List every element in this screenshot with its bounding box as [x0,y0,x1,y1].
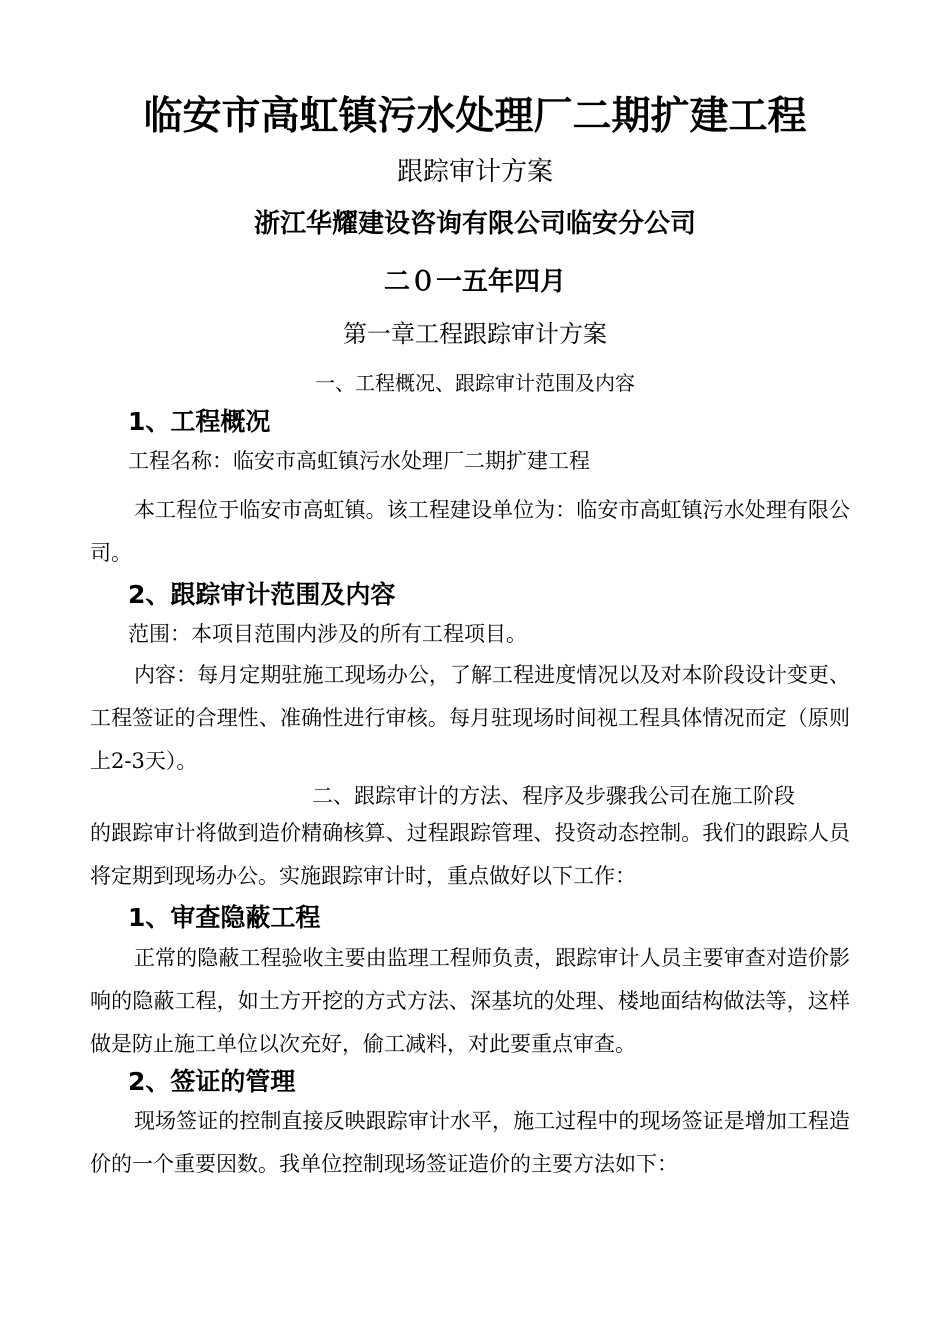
heading-project-overview: 1、工程概况 [128,407,271,436]
heading-hidden-works: 1、审查隐蔽工程 [128,903,321,932]
scope-line: 范围：本项目范围内涉及的所有工程项目。 [128,622,527,646]
section-2-paragraph: 的跟踪审计将做到造价精确核算、过程跟踪管理、投资动态控制。我们的跟踪人员将定期到现场办公。实施跟踪审计时，重点做好以下工作： [90,821,850,888]
section-2-first-line: 二、跟踪审计的方法、程序及步骤我公司在施工阶段 [312,784,795,808]
document-subtitle: 跟踪审计方案 [396,157,553,187]
content-paragraph: 内容：每月定期驻施工现场办公，了解工程进度情况以及对本阶段设计变更、工程签证的合理性、准确性进行审核。每月驻现场时间视工程具体情况而定（原则上2-3天）。 [90,663,850,773]
company-name: 浙江华耀建设咨询有限公司临安分公司 [253,209,696,239]
document-date: 二０一五年四月 [383,267,566,297]
document-title: 临安市高虹镇污水处理厂二期扩建工程 [143,93,807,139]
chapter-title: 第一章工程跟踪审计方案 [343,320,607,348]
hidden-works-paragraph: 正常的隐蔽工程验收主要由监理工程师负责，跟踪审计人员主要审查对造价影响的隐蔽工程，如土方开挖的方式方法、深基坑的处理、楼地面结构做法等，这样做是防止施工单位以次充好，偷工减料，对此要重点审查。 [90,946,850,1056]
heading-audit-scope: 2、跟踪审计范围及内容 [128,580,396,609]
section-1-title: 一、工程概况、跟踪审计范围及内容 [315,371,635,395]
project-location-paragraph: 本工程位于临安市高虹镇。该工程建设单位为：临安市高虹镇污水处理有限公司。 [90,498,850,565]
visa-paragraph: 现场签证的控制直接反映跟踪审计水平，施工过程中的现场签证是增加工程造价的一个重要因数。我单位控制现场签证造价的主要方法如下： [90,1109,850,1176]
heading-visa-management: 2、签证的管理 [128,1067,296,1096]
project-name-line: 工程名称：临安市高虹镇污水处理厂二期扩建工程 [128,449,590,473]
